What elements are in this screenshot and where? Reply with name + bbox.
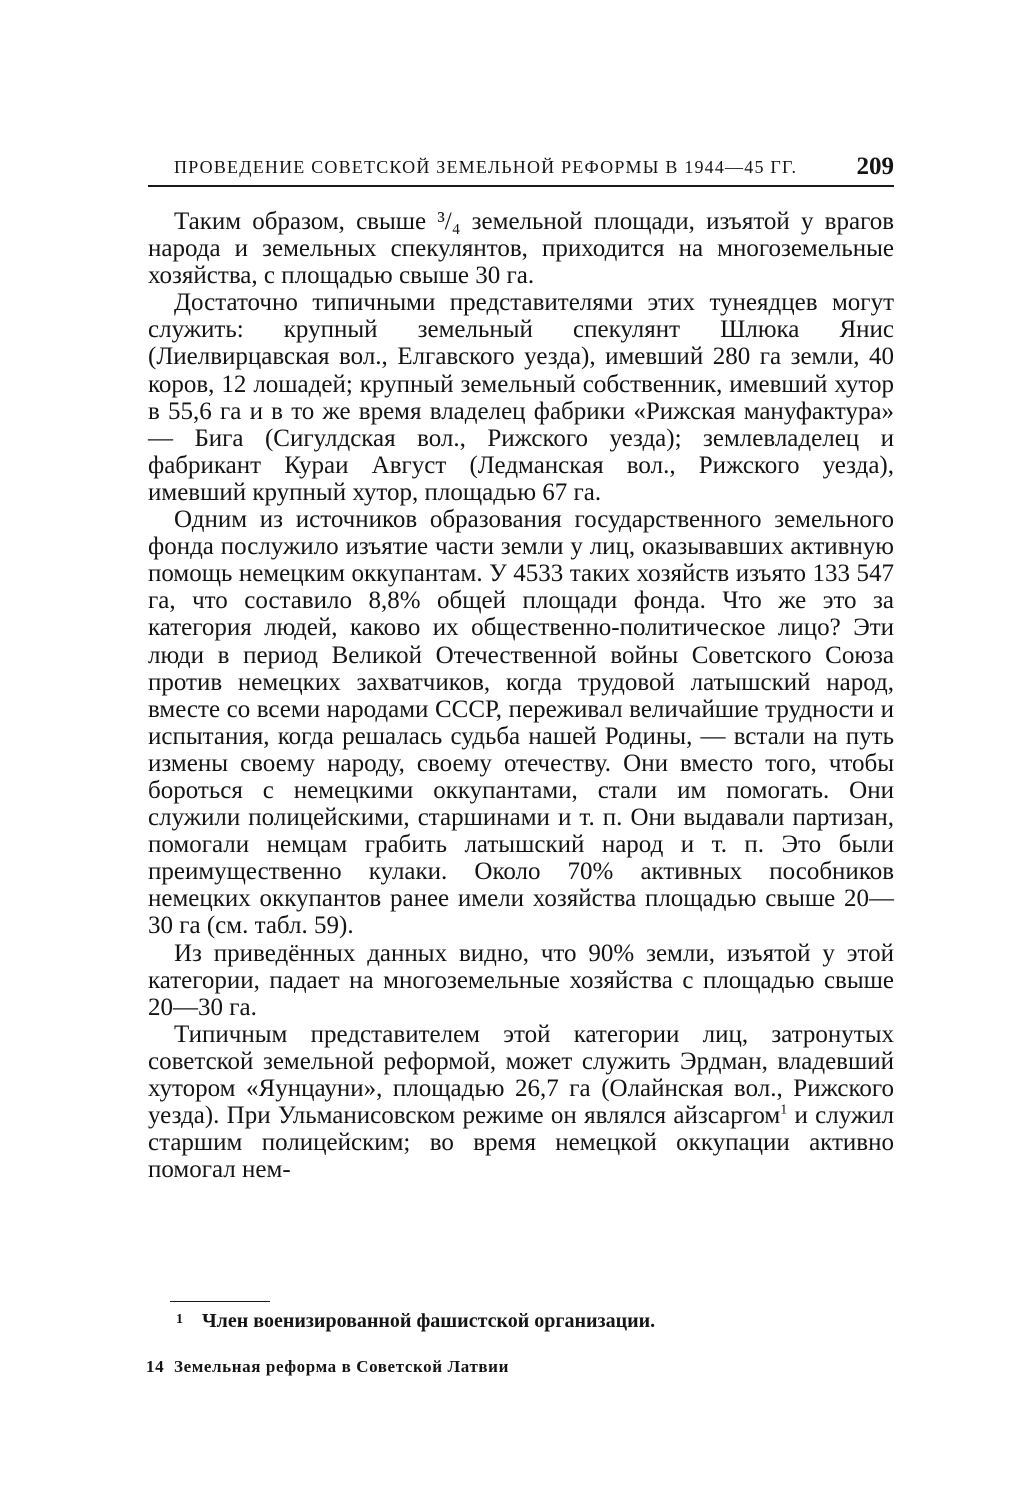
fraction-three-quarters: ³/₄ — [437, 208, 461, 235]
running-header — [148, 151, 894, 187]
footnote-mark: 1 — [176, 1312, 183, 1327]
paragraph-4: Из приведённых данных видно, что 90% земли, изъятой у этой категории, падает на многоземельные хозяйства с площадью свыше 20—30 га. — [148, 939, 894, 1021]
paragraph-1-text-start: Таким образом, свыше — [174, 208, 438, 235]
running-title: ПРОВЕДЕНИЕ СОВЕТСКОЙ ЗЕМЕЛЬНОЙ РЕФОРМЫ В 1944—45 ГГ. — [174, 157, 798, 177]
paragraph-1-text-end: земельной площади, изъятой у врагов народа и земельных спекулянтов, приходится на многоземельные хозяйства, с площадью свыше 30 га. — [148, 208, 894, 290]
page-number: 209 — [856, 153, 894, 180]
body-text — [148, 208, 894, 1183]
paragraph-1 — [148, 208, 894, 289]
paragraph-5 — [148, 1021, 894, 1184]
footnote-divider — [170, 1301, 270, 1302]
paragraph-2: Достаточно типичными представителями этих тунеядцев могут служить: крупный земельный спекулянт Шлюка Янис (Лиелвирцавская вол., Елгавского уезда), имевший 280 га земли, 40 коров, 12 лошадей; крупный земельный собственник, имевший хутор в 55,6 га и в то же время владелец фабрики «Рижская мануфактура» — Бига (Сигулдская вол., Рижского уезда); землевладелец и фабрикант Кураи Август (Ледманская вол., Рижского уезда), имевший крупный хутор, площадью 67 га. — [148, 289, 894, 506]
paragraph-5-text-start: Типичным представителем этой категории лиц, затронутых советской земельной реформой, может служить Эрдман, владевший хутором «Яунцауни», площадью 26,7 га (Олайнская вол., Рижского уезда). При Ульманисовском режиме он являлся айзсаргом — [148, 1020, 894, 1130]
paragraph-3: Одним из источников образования государственного земельного фонда послужило изъятие части земли у лиц, оказывавших активную помощь немецким оккупантам. У 4533 таких хозяйств изъято 133 547 га, что составило 8,8% общей площади фонда. Что же это за категория людей, каково их общественно-политическое лицо? Эти люди в период Великой Отечественной войны Советского Союза против немецких захватчиков, когда трудовой латышский народ, вместе со всеми народами СССР, переживал величайшие трудности и испытания, когда решалась судьба нашей Родины, — встали на путь измены своему народу, своему отечеству. Они вместо того, чтобы бороться с немецкими оккупантами, стали им помогать. Они служили полицейскими, старшинами и т. п. Они выдавали партизан, помогали немцам грабить латышский народ и т. п. Это были преимущественно кулаки. Около 70% активных пособников немецких оккупантов ранее имели хозяйства площадью свыше 20—30 га (см. табл. 59). — [148, 506, 894, 940]
printer-signature — [146, 1357, 509, 1377]
signature-text: Земельная реформа в Советской Латвии — [174, 1357, 509, 1376]
footnote-text: Член военизированной фашистской организации. — [202, 1310, 656, 1332]
paragraph-5-text-end: и служил старшим полицейским; во время немецкой оккупации активно помогал нем- — [148, 1102, 895, 1184]
footnote-reference: 1 — [780, 1102, 788, 1118]
footnote — [176, 1310, 655, 1333]
signature-number: 14 — [146, 1357, 165, 1376]
